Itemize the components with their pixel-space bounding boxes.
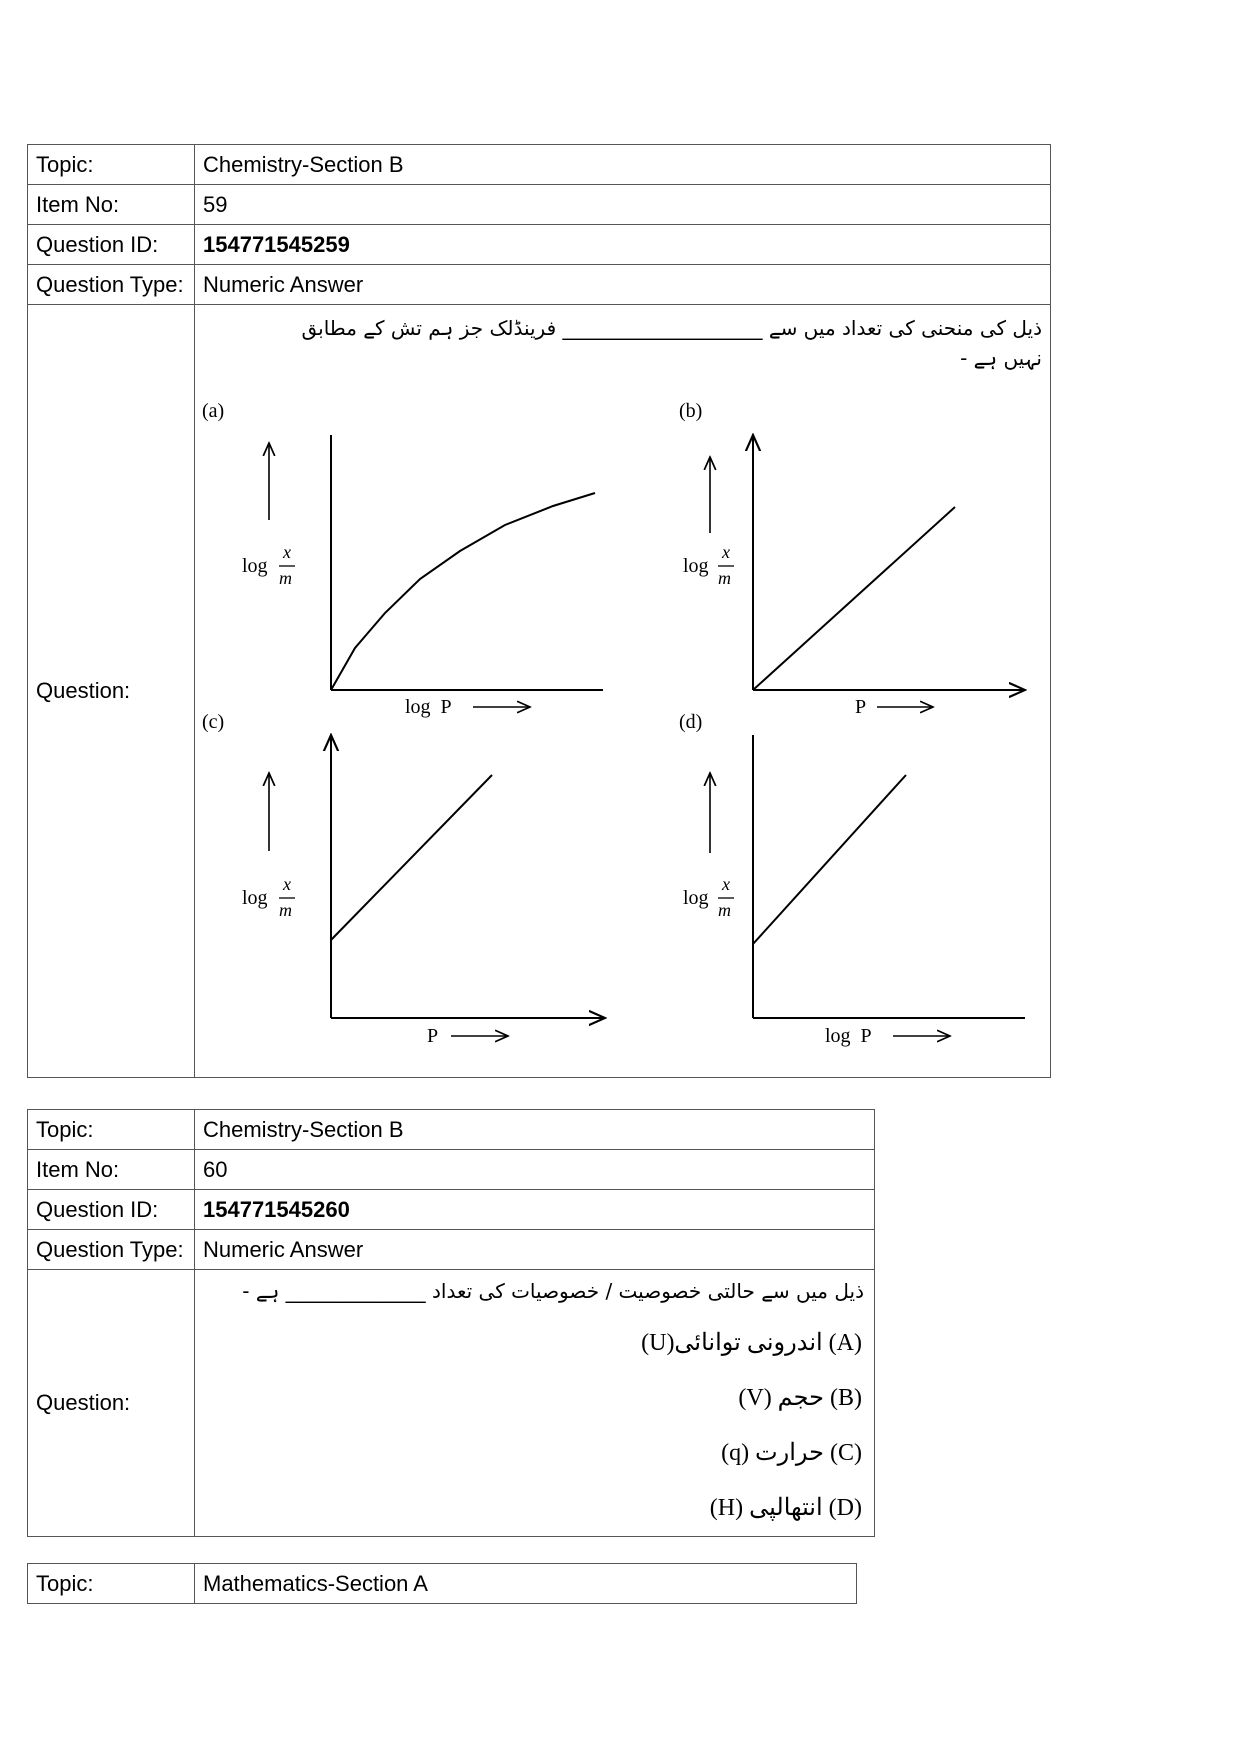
- question-id-label: Question ID:: [28, 1190, 195, 1230]
- graph-c-ylabel-prefix: log: [242, 887, 268, 909]
- question-type-label: Question Type:: [28, 1230, 195, 1270]
- graph-a-xlabel: log P: [405, 696, 452, 718]
- question-table-59: [27, 144, 1051, 1078]
- question-id-value: 154771545260: [195, 1190, 875, 1230]
- question-row: [28, 1270, 875, 1537]
- item-no-value: 59: [195, 185, 1051, 225]
- question-type-row: [28, 1230, 875, 1270]
- question-stem: ذیل میں سے حالتی خصوصیت / خصوصیات کی تعداد ______________ ہے -: [242, 1279, 864, 1303]
- graph-b-ylabel-prefix: log: [683, 555, 709, 577]
- item-no-value: 60: [195, 1150, 875, 1190]
- graph-c-line: [331, 775, 492, 940]
- item-no-label: Item No:: [28, 185, 195, 225]
- question-row: [28, 305, 1051, 1078]
- question-table-60: [27, 1109, 875, 1537]
- topic-row: [28, 145, 1051, 185]
- option-d: (D) انتھالپی (H): [709, 1495, 862, 1521]
- item-no-row: [28, 1150, 875, 1190]
- question-stem: [195, 305, 1050, 373]
- graph-b: [679, 400, 1025, 718]
- question-type-value: Numeric Answer: [195, 265, 1051, 305]
- graph-b-tag: (b): [679, 400, 703, 422]
- question-id-row: [28, 225, 1051, 265]
- question-type-value: Numeric Answer: [195, 1230, 875, 1270]
- item-no-label: Item No:: [28, 1150, 195, 1190]
- option-b: (B) حجم (V): [738, 1385, 862, 1411]
- topic-label: Topic:: [28, 145, 195, 185]
- question-body: [195, 1270, 875, 1537]
- question-id-value: 154771545259: [195, 225, 1051, 265]
- graph-a: [202, 400, 603, 718]
- graph-a-ylabel-den: m: [279, 568, 292, 588]
- topic-row: [28, 1110, 875, 1150]
- adsorption-graphs: [195, 395, 1055, 1075]
- question-id-row: [28, 1190, 875, 1230]
- graph-a-ylabel-prefix: log: [242, 555, 268, 577]
- graph-d-xlabel: log P: [825, 1025, 872, 1047]
- graph-d-line: [753, 775, 906, 944]
- graph-b-line: [753, 507, 955, 690]
- option-a: (A) اندرونی توانائی(U): [641, 1330, 862, 1356]
- topic-label: Topic:: [28, 1110, 195, 1150]
- question-table-61: [27, 1563, 857, 1604]
- topic-value: Mathematics-Section A: [195, 1564, 857, 1604]
- question-type-label: Question Type:: [28, 265, 195, 305]
- graph-a-curve: [331, 493, 595, 690]
- topic-row: [28, 1564, 857, 1604]
- question-id-label: Question ID:: [28, 225, 195, 265]
- graph-d-ylabel-prefix: log: [683, 887, 709, 909]
- topic-value: Chemistry-Section B: [195, 1110, 875, 1150]
- graph-a-tag: (a): [202, 400, 225, 422]
- graph-a-ylabel-num: x: [283, 542, 291, 562]
- question-stem-line-2: نہیں ہے -: [960, 346, 1042, 370]
- graph-b-ylabel-num: x: [722, 542, 730, 562]
- graph-d-tag: (d): [679, 711, 703, 733]
- graph-c-tag: (c): [202, 711, 225, 733]
- question-label: Question:: [28, 305, 195, 1078]
- question-body: [195, 305, 1051, 1078]
- option-c: (C) حرارت (q): [721, 1440, 862, 1466]
- graph-c: [202, 711, 605, 1047]
- graph-d-ylabel-num: x: [722, 874, 730, 894]
- item-no-row: [28, 185, 1051, 225]
- graph-c-ylabel-num: x: [283, 874, 291, 894]
- graph-b-ylabel-den: m: [718, 568, 731, 588]
- topic-label: Topic:: [28, 1564, 195, 1604]
- question-stem-line-1: ذیل کی منحنی کی تعداد میں سے ____________________ فرینڈلک جز ہم تش کے مطابق: [301, 316, 1042, 340]
- question-type-row: [28, 265, 1051, 305]
- graph-b-xlabel: P: [855, 696, 867, 718]
- topic-value: Chemistry-Section B: [195, 145, 1051, 185]
- graph-c-xlabel: P: [427, 1025, 439, 1047]
- graph-c-ylabel-den: m: [279, 900, 292, 920]
- question-label: Question:: [28, 1270, 195, 1537]
- graph-d-ylabel-den: m: [718, 900, 731, 920]
- graph-d: [679, 711, 1025, 1047]
